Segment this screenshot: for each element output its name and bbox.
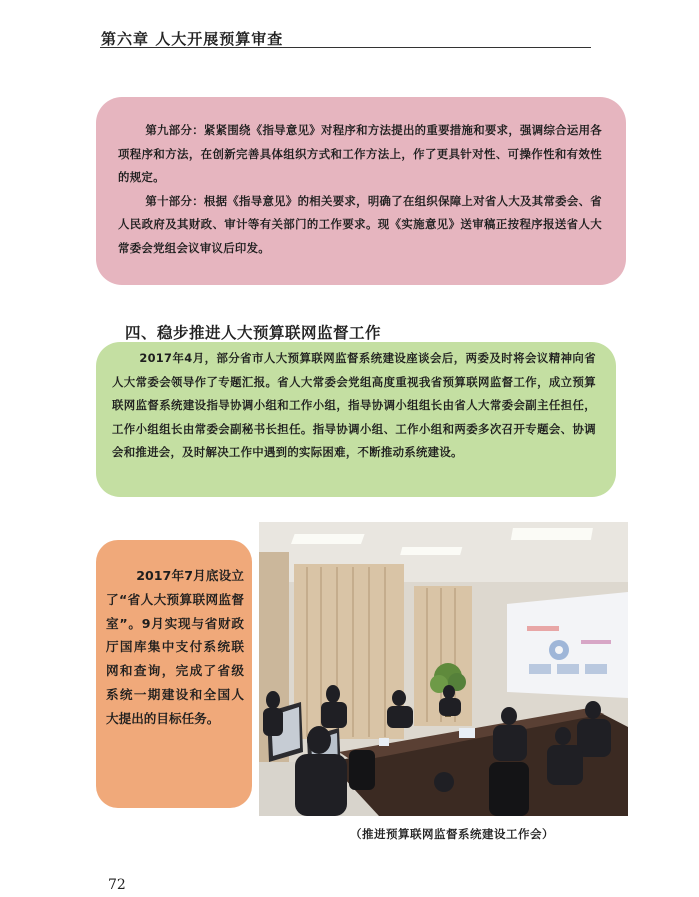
green-box-paragraph: 2017年4月，部分省市人大预算联网监督系统建设座谈会后，两委及时将会议精神向省人大常委会领导作了专题汇报。省人大常委会党组高度重视我省预算联网监督工作，成立预算联网监督系统建设指导协调小组和工作小组，指导协调小组组长由省人大常委会副主任担任，工作小组组长由常委会副秘书长担任。指导协调小组、工作小组和两委多次召开专题会、协调会和推进会，及时解决工作中遇到的实际困难，不断推动系统建设。 [112, 351, 596, 460]
part-ten-paragraph: 第十部分：根据《指导意见》的相关要求，明确了在组织保障上对省人大及其常委会、省人民政府及其财政、审计等有关部门的工作要求。现《实施意见》送审稿正按程序报送省人大常委会党组会议审议后印发。 [118, 193, 602, 255]
orange-box-paragraph: 2017年7月底设立了“省人大预算联网监督室”。9月实现与省财政厅国库集中支付系统联网和查询，完成了省级系统一期建设和全国人大提出的目标任务。 [106, 568, 244, 726]
meeting-photo [259, 522, 628, 816]
chapter-header: 第六章 人大开展预算审查 [101, 30, 284, 48]
green-text-box [96, 342, 616, 497]
section-title: 四、稳步推进人大预算联网监督工作 [125, 324, 382, 342]
header-rule [100, 47, 591, 48]
page-number: 72 [108, 877, 126, 893]
pink-text-box [96, 97, 626, 285]
photo-caption: （推进预算联网监督系统建设工作会） [350, 827, 554, 841]
orange-text-box [96, 540, 252, 808]
part-nine-paragraph: 第九部分：紧紧围绕《指导意见》对程序和方法提出的重要措施和要求，强调综合运用各项程序和方法，在创新完善具体组织方式和工作方法上，作了更具针对性、可操作性和有效性的规定。 [118, 123, 602, 184]
